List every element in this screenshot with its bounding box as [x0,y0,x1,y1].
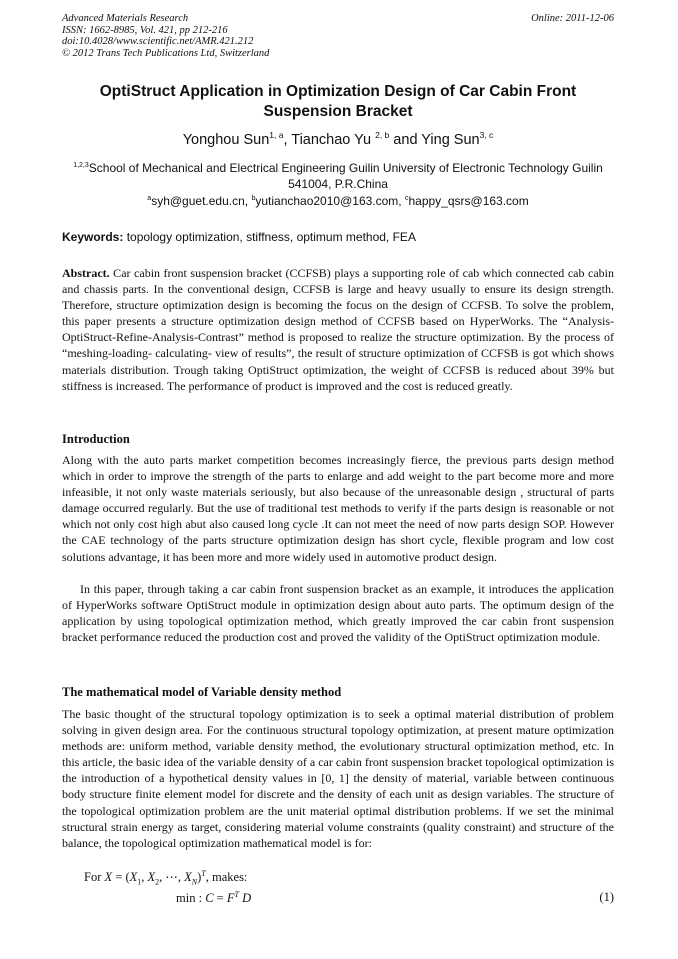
makes-word: , makes: [205,870,248,885]
section-heading-math-model: The mathematical model of Variable density method [62,685,342,699]
variable-vector: X [104,870,113,885]
author-name: Yonghou Sun [182,132,270,148]
email-address[interactable]: happy_qsrs@163.com [408,194,529,208]
min-label: min [176,891,196,906]
abstract [62,265,614,394]
email-address[interactable]: syh@guet.edu.cn [151,194,245,208]
issn-line: ISSN: 1662-8985, Vol. 421, pp 212-216 [62,24,228,36]
copyright-line: © 2012 Trans Tech Publications Ltd, Switzerland [62,47,270,59]
author-affil-mark: 2, b [375,130,390,140]
for-word: For [84,870,102,885]
abstract-text: Car cabin front suspension bracket (CCFSB) plays a supporting role of cab which connected cab cabin and chassis parts. In the conventional design, CCFSB is large and heavy usually to ensure its design strength. Therefore, structure optimization design is becoming the focus on the design of CCFSB. To solve the problem, this paper presents a structure optimization design method of CCFSB based on HyperWorks. The “Analysis-OptiStruct-Refine-Analysis-Contrast” method is proposed to realize the structure optimization. By the process of “meshing-loading- calculating- view of results”, the result of structure optimization of CCFSB is got which shows materials distribution. Trough taking OptiStruct optimization, the weight of CCFSB is reduced about 39% but stiffness is increased. The performance of product is improved and the cost is reduced greatly. [62,266,614,393]
equation-number: (1) [599,890,614,904]
affiliation [62,158,614,192]
affiliation-text: School of Mechanical and Electrical Engineering Guilin University of Electronic Technology Guilin 541004, P.R.China [88,161,603,191]
keywords [62,230,614,244]
math-paragraph: The basic thought of the structural topology optimization is to seek a optimal material distribution of problem solving in given design area. For the continuous structural topology optimization, at present mature optimization methods are: uniform method, variable density method, the evolutionary structural optimization method, etc. In this article, the basic idea of the variable density of a car cabin front suspension bracket topological optimization is the introduction of a hypothetical density values in [0, 1] the density of material, variable between continuous body structure finite element model for discrete and the density of each unit as design variables. The structure of the topological optimization problem are the unit material optimal distribution problems. If we set the minimal structural strain energy as target, considering material volume constraints (quality constraint) and structure of the balance, the topological optimization mathematical model is for: [62,707,614,850]
formula-objective: min : $C = F^T$ D [176,890,252,906]
author-affil-mark: 1, a [269,130,284,140]
abstract-label: Abstract. [62,266,110,280]
email-address[interactable]: yutianchao2010@163.com [255,194,399,208]
journal-name: Advanced Materials Research [62,13,189,24]
author-list: Yonghou Sun$^{1, a}$, Tianchao Yu $^{2, b}$ and Ying Sun$^{3, c}$ [182,130,494,148]
keywords-text: topology optimization, stiffness, optimum method, FEA [123,230,416,244]
email-list: $^a$syh@guet.edu.cn, $^b$yutianchao2010@163.com, $^c$happy_qsrs@163.com [147,194,529,208]
author-name: Tianchao Yu [291,132,376,148]
affiliation-mark: 1,2,3 [73,162,89,169]
paper-title: OptiStruct Application in Optimization Design of Car Cabin Front Suspension Bracket [99,83,577,120]
journal-header [62,13,269,59]
doi-line: doi:10.4028/www.scientific.net/AMR.421.212 [62,36,254,47]
author-name: Ying Sun [421,132,480,148]
section-heading-introduction: Introduction [62,432,130,446]
intro-paragraph-1: Along with the auto parts market competition becomes increasingly fierce, the previous parts design method which in order to improve the strength of the parts to enlarge and add weight to the part become more and more infeasible, it not only waste materials seriously, but also because of the unreasonable design , structural of parts damage occurred regularly. But the use of traditional test methods to verify if the parts design is reasonable or not which not only cost high abut also caused long cycle .It can not meet the need of now parts design SOP. However the CAE technology of the parts structure optimization design has short cycle, flexible program and low cost solutions advantage, it has been more and more widely used in automotive product design. [62,453,614,564]
intro-paragraph-2: In this paper, through taking a car cabin front suspension bracket as an example, it introduces the application of HyperWorks software OptiStruct module in optimization design about auto parts. The optimum design of the application by using topological optimization method, which greatly improved the car cabin front suspension bracket performance reduced the production cost and proved the validity of the OptiStruct optimization module. [62,582,614,645]
formula-design-variables: For $X = (X_1$, $X_2$, ⋯, $X_N)^T$, makes: [84,869,248,887]
online-date: Online: 2011-12-06 [531,13,614,24]
keywords-label: Keywords: [62,230,124,244]
author-affil-mark: 3, c [479,130,494,140]
